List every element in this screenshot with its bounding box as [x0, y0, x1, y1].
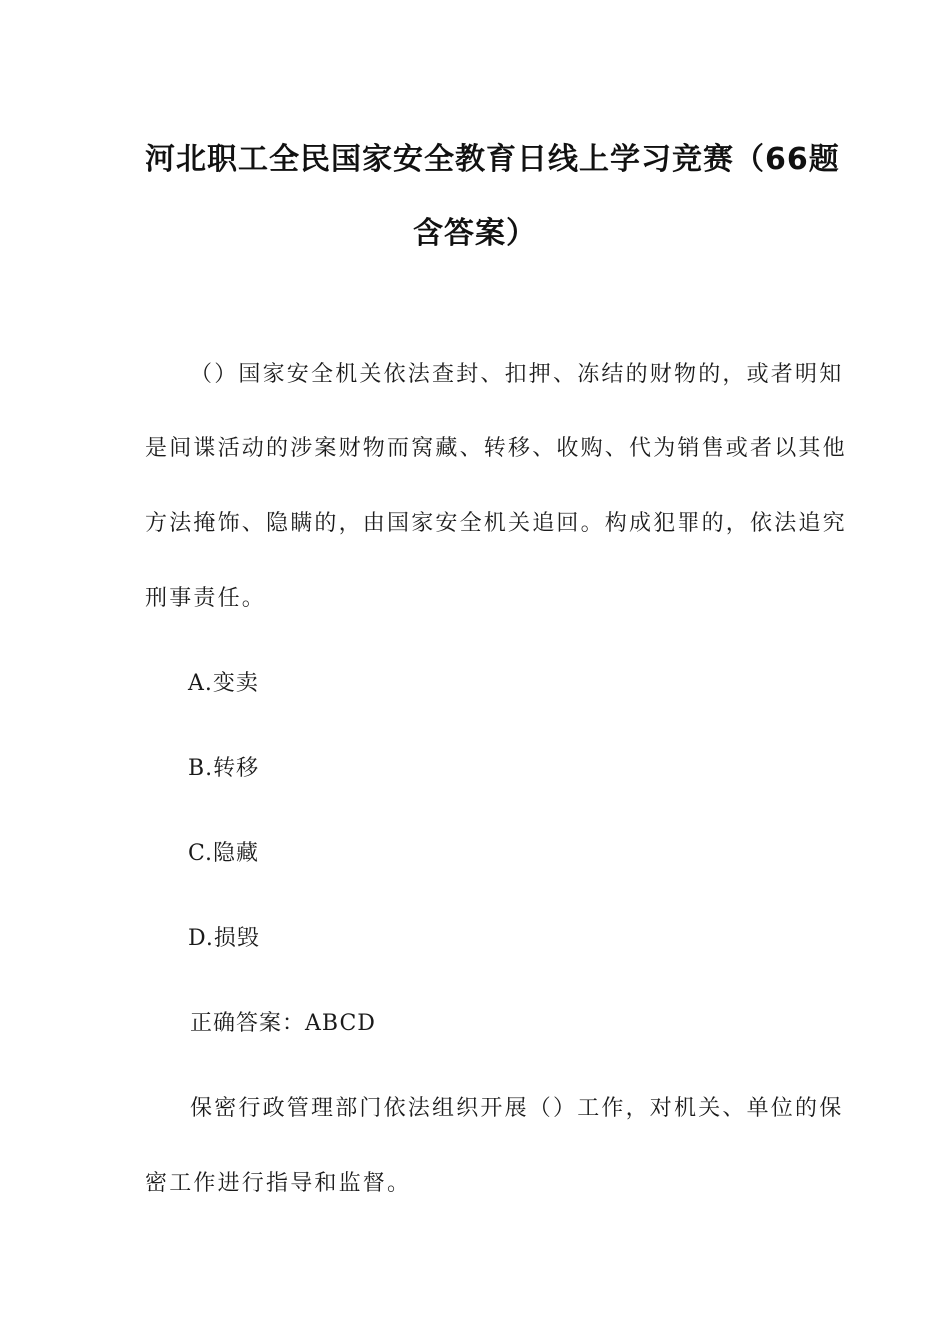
- option-a: A.变卖: [188, 671, 259, 696]
- question-2-line-1: 保密行政管理部门依法组织开展（）工作，对机关、单位的保: [190, 1096, 844, 1121]
- option-c: C.隐藏: [188, 841, 260, 866]
- correct-answer: 正确答案：ABCD: [190, 1011, 376, 1036]
- question-1-line-1: （）国家安全机关依法查封、扣押、冻结的财物的，或者明知: [190, 362, 844, 387]
- question-1-line-2: 是间谍活动的涉案财物而窝藏、转移、收购、代为销售或者以其他: [145, 436, 847, 461]
- document-title-line-1: 河北职工全民国家安全教育日线上学习竞赛（66题: [145, 142, 840, 177]
- document-title-line-2: 含答案）: [413, 216, 537, 251]
- question-2-line-2: 密工作进行指导和监督。: [145, 1171, 412, 1196]
- option-b: B.转移: [188, 756, 260, 781]
- question-1-line-4: 刑事责任。: [145, 586, 267, 611]
- question-1-line-3: 方法掩饰、隐瞒的，由国家安全机关追回。构成犯罪的，依法追究: [145, 511, 847, 536]
- option-d: D.损毁: [188, 926, 260, 951]
